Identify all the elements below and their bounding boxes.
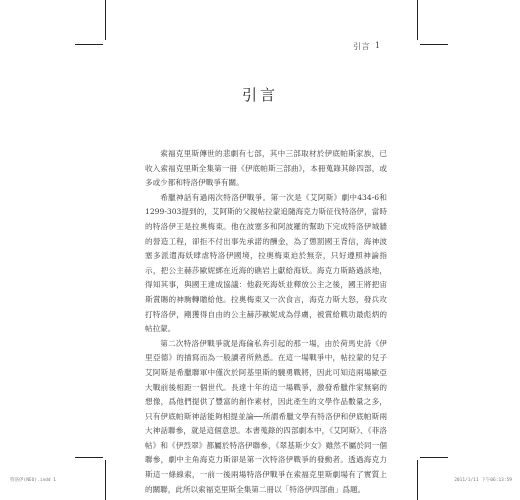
crop-mark	[417, 0, 418, 40]
crop-mark	[105, 460, 106, 500]
footer-file-label: 特洛伊(NEO).indd 1	[10, 478, 57, 483]
body-text	[145, 147, 387, 497]
crop-mark	[420, 44, 448, 45]
crop-mark	[420, 457, 448, 458]
paragraph: 索福克里斯傳世的悲劇有七部，其中三部取材於伊底帕斯家族，已收入索福克里斯全集第一冊《伊底帕斯三部曲》，本冊蒐錄其餘四部，或多或少都和特洛伊戰爭有關。	[145, 149, 387, 188]
running-head: 引言	[353, 42, 370, 51]
paragraph: 第二次特洛伊戰爭就是海倫私奔引起的那一場，由於荷馬史詩《伊里亞德》的描寫而為一般讀者所熟悉。在這一場戰爭中，帖拉蒙的兒子艾阿斯是希臘聯軍中僅次於阿基里斯的驍勇戰將，因此可知這兩場歐亞大戰前後相距一個世代。長達十年的這一場戰爭，激發希臘作家無窮的想像，爲他們提供了豐富的創作素材，因此產生的文學作品數量之多，只有伊底帕斯神話能夠相提並論──所謂希臘文學有特洛伊和伊底帕斯兩大神話聯參，就是這個意思。本書蒐錄的四部劇本中，《艾阿斯》、《菲洛帖》和《伊烈翠》都屬於特洛伊聯參，《翠基斯少女》雖然不屬於同一個聯參，劇中主角海克力斯卻是第一次特洛伊戰爭的發動者。透過海克力斯這一條線索，一前一後兩場特洛伊戰爭在索福克里斯劇場有了實質上的關聯，此所以索福克里斯全集第二冊以「特洛伊四部曲」爲題。	[145, 338, 387, 494]
paragraph: 希臘神話有過兩次特洛伊戰爭。第一次是《艾阿斯》劇中434-6和1299-303提到的，艾阿斯的父親帖拉蒙追隨海克力斯征伐特洛伊，當時的特洛伊王是拉奧梅東。他在波塞多和阿波羅的幫助下完成特洛伊城牆的營造工程，卻拒不付出事先承諾的酬金，為了懲罰國王背信，海神波塞多派遣海妖肆虐特洛伊國境，拉奧梅東迫於無奈，只好遵照神論指示，把公主赫莎歐妮綁在近海的礁岩上獻給海妖。海克力斯路過該地，得知其事，與國王達成協議：他殺死海妖並釋放公主之後，國王將把宙斯賞賜的神駒轉贈給他。拉奧梅東又一次食言，海克力斯大怒，發兵攻打特洛伊，剛獲得自由的公主赫莎歐妮成為俘虜，被賞給戰功最彪炳的帖拉蒙。	[145, 192, 387, 334]
crop-mark	[417, 460, 418, 500]
page-number: 1	[375, 41, 381, 50]
page-title: 引言	[241, 86, 278, 104]
crop-mark	[75, 44, 103, 45]
footer-timestamp: 2011/1/11 下午06:13:59	[454, 478, 512, 483]
crop-mark	[75, 457, 103, 458]
crop-mark	[105, 0, 106, 40]
